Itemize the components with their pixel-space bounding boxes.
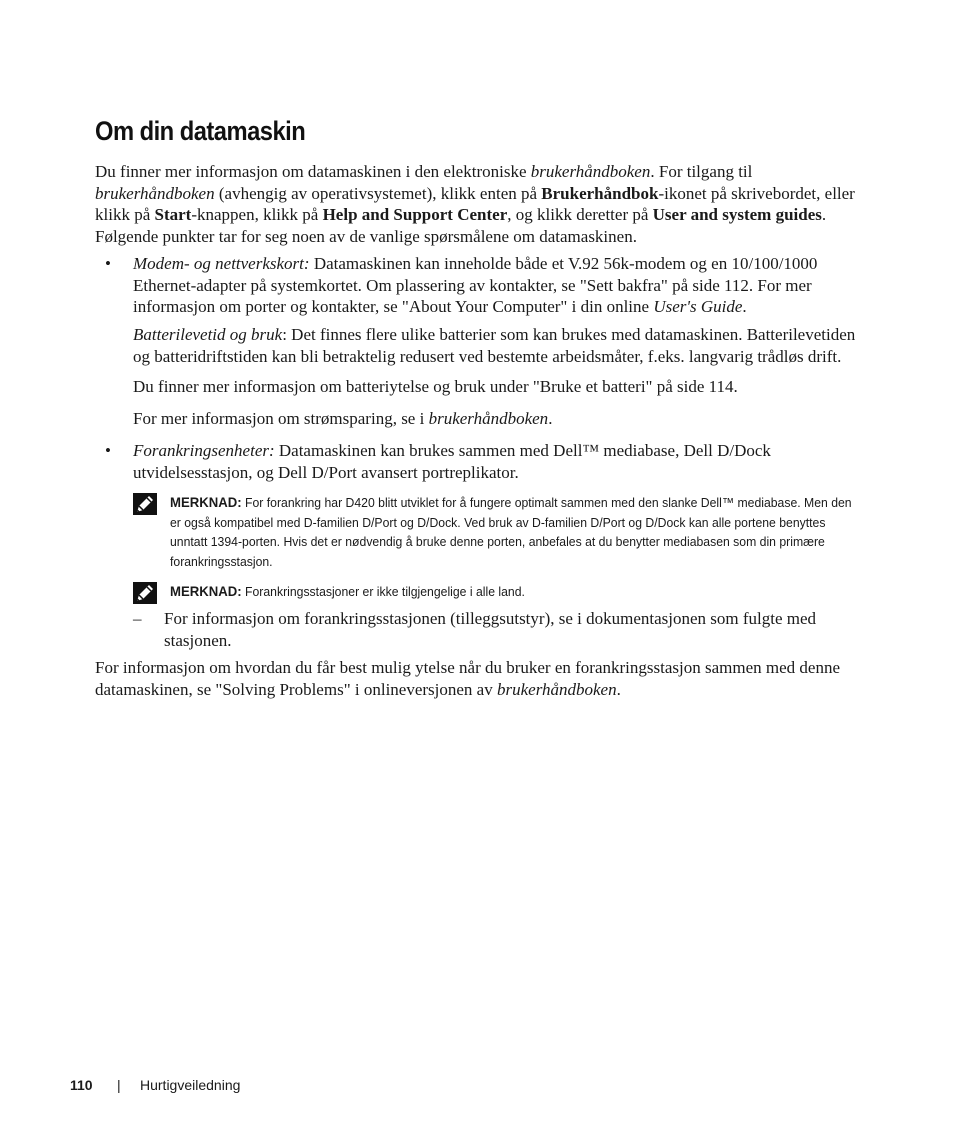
- intro-text: . For tilgang til: [650, 162, 753, 181]
- bullet-italic: User's Guide: [653, 297, 743, 316]
- bullet-item-modem: [133, 253, 863, 318]
- note-label: MERKNAD:: [170, 583, 242, 599]
- power-text: For mer informasjon om strømsparing, se i: [133, 409, 429, 428]
- battery-term: Batterilevetid og bruk: [133, 325, 283, 344]
- bullet-term: Forankringsenheter:: [133, 441, 275, 460]
- outro-paragraph: [95, 657, 865, 700]
- note-label: MERKNAD:: [170, 494, 242, 510]
- note-text: Forankringsstasjoner er ikke tilgjengelige i alle land.: [241, 584, 525, 599]
- sub-item-docking-docs: For informasjon om forankringsstasjonen (tilleggsutstyr), se i dokumentasjonen som fulgte med stasjonen.: [164, 609, 817, 650]
- pencil-note-icon: [133, 582, 157, 604]
- outro-text: .: [616, 679, 621, 699]
- bullet-marker: •: [105, 254, 111, 273]
- page-title: Om din datamaskin: [95, 116, 306, 146]
- pencil-note-icon: [133, 493, 157, 515]
- power-saving-paragraph: [133, 408, 863, 430]
- battery-info-paragraph: Du finner mer informasjon om batteriytelse og bruk under "Bruke et batteri" på side 114.: [133, 377, 738, 396]
- power-italic: brukerhåndboken: [428, 409, 549, 428]
- intro-text: Du finner mer informasjon om datamaskinen i den elektroniske: [95, 162, 531, 181]
- intro-text: . Følgende punkter tar for seg noen av de vanlige spørsmålene om datamaskinen.: [95, 205, 827, 246]
- intro-text: -ikonet på skrivebordet, eller klikk på: [95, 183, 855, 224]
- intro-text: , og klikk deretter på: [507, 205, 653, 224]
- bullet-item-docking: [133, 440, 863, 483]
- battery-paragraph: [133, 324, 863, 367]
- note-text: For forankring har D420 blitt utviklet for å fungere optimalt sammen med den slanke Dell™ mediabase. Men den er også kompatibel med D-familien D/Port og D/Dock. Ved bruk av D-familien D/Port og D/Dock kan alle portene benyttes unntatt 1394-porten. Hvis det er nødvendig å bruke denne porten, anbefales at du benytter mediabasen som din primære forankringsstasjon.: [170, 495, 852, 569]
- battery-text: : Det finnes flere ulike batterier som kan brukes med datamaskinen. Batterilevetiden og batteridriftstiden kan bli betraktelig redusert ved bestemte arbeidsmåter, f.eks. langvarig trådløs drift.: [133, 325, 856, 366]
- note-box: [133, 582, 863, 602]
- intro-bold: Start: [154, 205, 192, 224]
- intro-bold: Help and Support Center: [322, 205, 508, 224]
- intro-bold: Brukerhåndbok: [541, 183, 659, 203]
- intro-italic: brukerhåndboken: [530, 162, 651, 181]
- intro-paragraph: [95, 161, 865, 247]
- bullet-text: Datamaskinen kan inneholde både et V.92 56k-modem og en 10/100/1000 Ethernet-adapter på systemkortet. Om plassering av kontakter, se "Sett bakfra" på side 112. For mer informasjon om porter og kontakter, se "About Your Computer" i din online: [133, 254, 818, 316]
- page-number: 110: [70, 1077, 93, 1093]
- bullet-text: Datamaskinen kan brukes sammen med Dell™ mediabase, Dell D/Dock utvidelsesstasjon, og Dell D/Port avansert portreplikator.: [133, 441, 771, 482]
- intro-text: (avhengig av operativsystemet), klikk enten på: [214, 183, 542, 203]
- intro-italic: brukerhåndboken: [95, 183, 215, 203]
- footer-doc-title: Hurtigveiledning: [140, 1077, 241, 1093]
- outro-text: For informasjon om hvordan du får best mulig ytelse når du bruker en forankringsstasjon sammen med denne datamaskinen, se "Solving Problems" i onlineversjonen av: [95, 658, 840, 699]
- bullet-marker: •: [105, 441, 111, 460]
- power-text: .: [548, 409, 553, 428]
- dash-marker: –: [133, 609, 142, 628]
- intro-bold: User and system guides: [652, 205, 822, 224]
- bullet-text: .: [742, 297, 747, 316]
- outro-italic: brukerhåndboken: [496, 679, 617, 699]
- bullet-term: Modem- og nettverkskort:: [133, 254, 310, 273]
- intro-text: -knappen, klikk på: [191, 205, 323, 224]
- footer-separator: |: [117, 1077, 121, 1093]
- note-box: [133, 493, 863, 571]
